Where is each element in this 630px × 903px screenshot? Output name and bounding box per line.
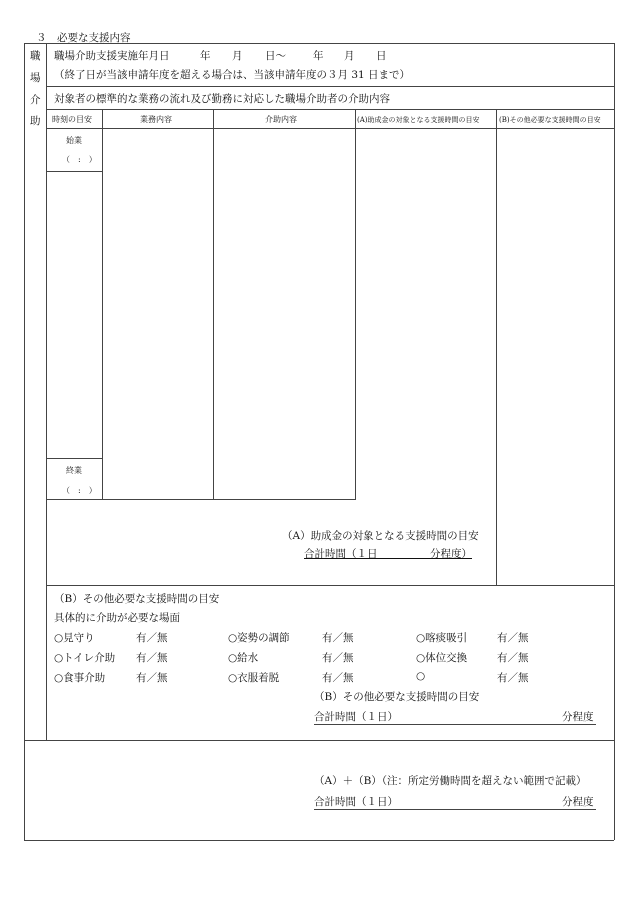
item-value[interactable]: 有／無 (497, 672, 529, 684)
period-day-1: 日〜 (265, 50, 286, 62)
header-time: 時刻の目安 (52, 115, 92, 124)
grand-total-label: （A）＋（B）（注：所定労働時間を超えない範囲で記載） (314, 775, 587, 787)
item-label: ○見守り (54, 632, 95, 644)
other-b-subtitle: 具体的に介助が必要な場面 (54, 612, 180, 624)
item-value[interactable]: 有／無 (136, 632, 168, 644)
side-label-char: 職 (30, 50, 41, 62)
item-label: ○トイレ介助 (54, 652, 116, 664)
start-line (46, 171, 102, 172)
side-label-char: 助 (30, 115, 41, 127)
period-month-1: 月 (232, 50, 243, 62)
section-title: ３ 必要な支援内容 (36, 32, 131, 44)
period-note: （終了日が当該申請年度を超える場合は、当該申請年度の３月 31 日まで） (54, 69, 411, 81)
other-b-summary-label: （B）その他必要な支援時間の目安 (314, 691, 480, 703)
grand-total-unit: 分程度 (562, 796, 594, 808)
period-month-2: 月 (344, 50, 355, 62)
item-value[interactable]: 有／無 (497, 632, 529, 644)
header-work: 業務内容 (140, 115, 172, 124)
item-value[interactable]: 有／無 (322, 652, 354, 664)
row-divider (46, 109, 614, 110)
side-label-char: 場 (30, 72, 41, 84)
item-value[interactable]: 有／無 (136, 652, 168, 664)
item-label: ○衣服着脱 (228, 672, 280, 684)
item-label: ○食事介助 (54, 672, 106, 684)
frame-left (24, 43, 25, 840)
period-year-2: 年 (313, 50, 324, 62)
item-label: ○ (416, 670, 426, 682)
other-b-total-label: 合計時間（１日） (314, 711, 398, 723)
item-label: ○体位交換 (416, 652, 468, 664)
start-time: （ : ） (62, 155, 97, 164)
item-value[interactable]: 有／無 (136, 672, 168, 684)
header-bottom-line (46, 128, 614, 129)
grand-total-total-label: 合計時間（１日） (314, 796, 398, 808)
header-b-time: (B)その他必要な支援時間の目安 (499, 116, 601, 124)
item-value[interactable]: 有／無 (322, 672, 354, 684)
col-divider (496, 109, 497, 585)
side-label-char: 介 (30, 94, 41, 106)
side-column-divider (46, 43, 47, 740)
period-day-2: 日 (376, 50, 387, 62)
frame-bottom (24, 840, 614, 841)
end-time: （ : ） (62, 486, 97, 495)
row-divider (46, 585, 614, 586)
end-line (46, 458, 102, 459)
item-label: ○給水 (228, 652, 259, 664)
table-bottom-line (46, 499, 356, 500)
subtotal-a-label: （A）助成金の対象となる支援時間の目安 (282, 530, 479, 542)
period-year-1: 年 (200, 50, 211, 62)
col-divider (102, 109, 103, 499)
col-divider (213, 109, 214, 499)
col-divider (355, 109, 356, 499)
header-assist: 介助内容 (265, 115, 297, 124)
standard-flow-label: 対象者の標準的な業務の流れ及び勤務に対応した職場介助者の介助内容 (54, 93, 390, 105)
grand-total-underline (314, 809, 596, 810)
period-label: 職場介助支援実施年月日 (54, 50, 170, 62)
row-divider (46, 86, 614, 87)
header-a-time: (A)助成金の対象となる支援時間の目安 (357, 116, 480, 124)
row-divider (24, 740, 614, 741)
other-b-total-unit: 分程度 (562, 711, 594, 723)
item-value[interactable]: 有／無 (497, 652, 529, 664)
item-label: ○喀痰吸引 (416, 632, 468, 644)
end-label: 終業 (66, 466, 82, 475)
item-label: ○姿勢の調節 (228, 632, 290, 644)
frame-top (24, 43, 614, 44)
other-b-total-underline (314, 724, 596, 725)
frame-right (614, 43, 615, 840)
subtotal-a-total: 合計時間（１日 分程度） (304, 548, 472, 560)
item-value[interactable]: 有／無 (322, 632, 354, 644)
other-b-title: （B）その他必要な支援時間の目安 (54, 593, 220, 605)
start-label: 始業 (66, 136, 82, 145)
